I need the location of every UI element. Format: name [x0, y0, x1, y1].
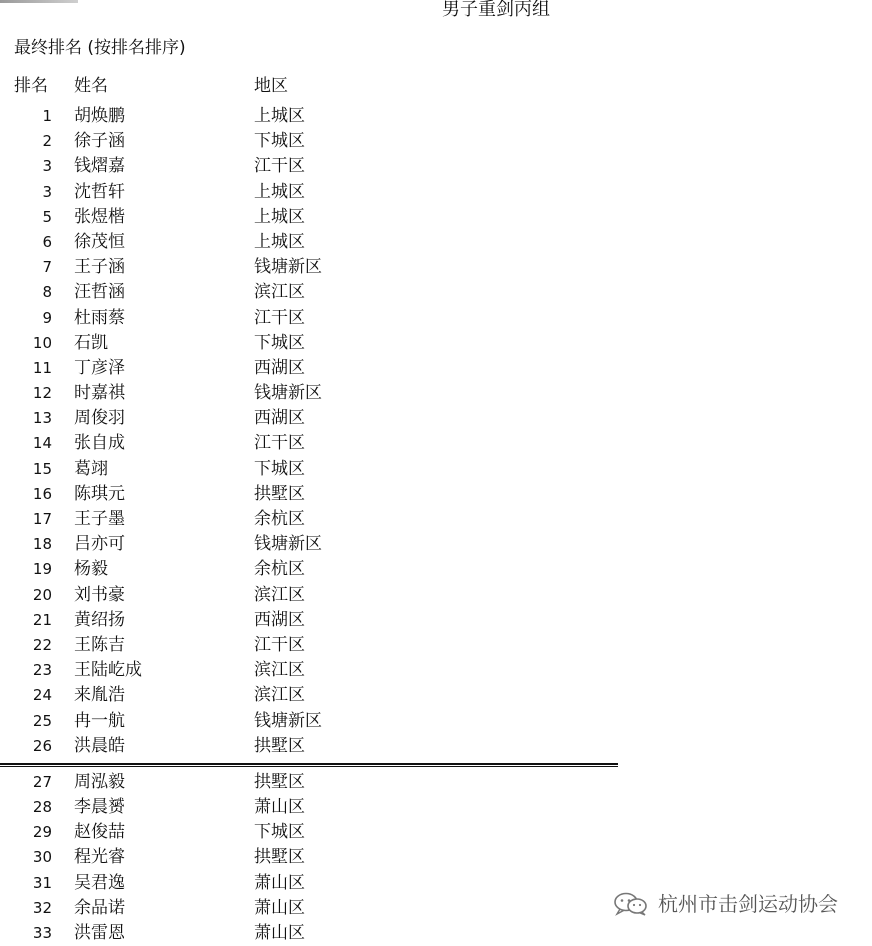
table-row	[0, 658, 640, 683]
area-cell: 西湖区	[254, 357, 305, 378]
ranking-table	[0, 104, 640, 946]
name-cell: 赵俊喆	[74, 822, 125, 843]
rank-cell: 14	[32, 434, 52, 453]
rank-cell: 10	[32, 333, 52, 352]
rank-cell: 26	[32, 736, 52, 755]
name-cell: 李晨赟	[74, 797, 125, 818]
name-cell: 胡焕鹏	[74, 106, 125, 126]
column-header-name: 姓名	[74, 76, 108, 96]
name-cell: 汪哲涵	[74, 282, 125, 303]
table-row	[0, 608, 640, 633]
area-cell: 滨江区	[254, 584, 305, 605]
area-cell: 滨江区	[254, 282, 305, 303]
name-cell: 葛翊	[74, 458, 108, 479]
name-cell: 周泓毅	[74, 771, 125, 792]
name-cell: 余品诺	[74, 897, 125, 918]
rank-cell: 20	[32, 585, 52, 604]
area-cell: 西湖区	[254, 408, 305, 429]
name-cell: 周俊羽	[74, 408, 125, 429]
name-cell: 徐子涵	[74, 131, 125, 152]
rank-cell: 15	[32, 459, 52, 478]
area-cell: 上城区	[254, 231, 305, 252]
area-cell: 滨江区	[254, 660, 305, 681]
name-cell: 王陆屹成	[74, 660, 142, 681]
table-row	[0, 507, 640, 532]
area-cell: 钱塘新区	[254, 383, 322, 404]
rank-cell: 13	[32, 409, 52, 428]
name-cell: 时嘉祺	[74, 383, 125, 404]
table-row	[0, 683, 640, 708]
name-cell: 丁彦泽	[74, 357, 125, 378]
rank-cell: 21	[32, 610, 52, 629]
area-cell: 钱塘新区	[254, 257, 322, 278]
area-cell: 下城区	[254, 822, 305, 843]
table-row	[0, 154, 640, 179]
area-cell: 滨江区	[254, 685, 305, 706]
table-row	[0, 709, 640, 734]
area-cell: 余杭区	[254, 509, 305, 529]
rank-cell: 16	[32, 484, 52, 503]
section-divider	[0, 763, 618, 767]
rank-cell: 23	[32, 661, 52, 680]
rank-cell: 12	[32, 384, 52, 403]
area-cell: 萧山区	[254, 897, 305, 918]
table-row	[0, 406, 640, 431]
name-cell: 冉一航	[74, 710, 125, 731]
area-cell: 拱墅区	[254, 735, 305, 756]
table-row	[0, 104, 640, 129]
table-row	[0, 331, 640, 356]
rank-cell: 30	[32, 848, 52, 867]
name-cell: 张煜楷	[74, 206, 125, 227]
area-cell: 拱墅区	[254, 771, 305, 792]
rank-cell: 22	[32, 635, 52, 654]
watermark-text: 杭州市击剑运动协会	[658, 892, 838, 916]
name-cell: 程光睿	[74, 847, 125, 868]
area-cell: 萧山区	[254, 797, 305, 818]
rank-cell: 27	[32, 772, 52, 791]
area-cell: 钱塘新区	[254, 534, 322, 555]
area-cell: 江干区	[254, 433, 305, 454]
cropped-header-fragment	[0, 0, 78, 3]
table-row	[0, 532, 640, 557]
table-row	[0, 795, 640, 820]
table-row	[0, 356, 640, 381]
table-row	[0, 129, 640, 154]
table-row	[0, 230, 640, 255]
name-cell: 王子涵	[74, 257, 125, 278]
table-row	[0, 306, 640, 331]
area-cell: 江干区	[254, 156, 305, 177]
column-header-rank: 排名	[14, 76, 48, 96]
name-cell: 沈哲轩	[74, 181, 125, 202]
table-row	[0, 820, 640, 845]
area-cell: 拱墅区	[254, 847, 305, 868]
name-cell: 陈琪元	[74, 483, 125, 504]
rank-cell: 6	[42, 232, 52, 251]
table-row	[0, 896, 640, 921]
table-row	[0, 845, 640, 870]
name-cell: 张自成	[74, 433, 125, 454]
area-cell: 拱墅区	[254, 483, 305, 504]
name-cell: 杨毅	[74, 559, 108, 580]
table-row	[0, 457, 640, 482]
rank-cell: 25	[32, 711, 52, 730]
rank-cell: 8	[42, 283, 52, 302]
table-row	[0, 871, 640, 896]
table-row	[0, 633, 640, 658]
table-row	[0, 557, 640, 582]
column-header-area: 地区	[254, 76, 288, 96]
ranking-subtitle: 最终排名 (按排名排序)	[14, 38, 186, 58]
name-cell: 吴君逸	[74, 872, 125, 893]
rank-cell: 31	[32, 873, 52, 892]
table-row	[0, 180, 640, 205]
rank-cell: 32	[32, 898, 52, 917]
area-cell: 上城区	[254, 206, 305, 227]
name-cell: 洪晨皓	[74, 735, 125, 756]
area-cell: 上城区	[254, 181, 305, 202]
rank-cell: 1	[42, 107, 52, 125]
name-cell: 王子墨	[74, 509, 125, 529]
table-row	[0, 770, 640, 795]
rank-cell: 3	[42, 182, 52, 201]
name-cell: 徐茂恒	[74, 231, 125, 252]
rank-cell: 18	[32, 535, 52, 554]
rank-cell: 2	[42, 132, 52, 151]
rank-cell: 3	[42, 157, 52, 176]
rank-cell: 19	[32, 560, 52, 579]
name-cell: 石凯	[74, 332, 108, 353]
rank-cell: 7	[42, 258, 52, 277]
area-cell: 江干区	[254, 307, 305, 328]
name-cell: 杜雨蔡	[74, 307, 125, 328]
rank-cell: 17	[32, 510, 52, 528]
table-row	[0, 280, 640, 305]
area-cell: 钱塘新区	[254, 710, 322, 731]
area-cell: 江干区	[254, 634, 305, 655]
area-cell: 萧山区	[254, 923, 305, 943]
rank-cell: 33	[32, 924, 52, 942]
table-row	[0, 255, 640, 280]
rank-cell: 11	[32, 358, 52, 377]
area-cell: 下城区	[254, 458, 305, 479]
rank-cell: 24	[32, 686, 52, 705]
area-cell: 余杭区	[254, 559, 305, 580]
name-cell: 来胤浩	[74, 685, 125, 706]
name-cell: 黄绍扬	[74, 609, 125, 630]
table-row	[0, 431, 640, 456]
rank-cell: 29	[32, 823, 52, 842]
area-cell: 西湖区	[254, 609, 305, 630]
wechat-icon	[612, 892, 650, 916]
area-cell: 萧山区	[254, 872, 305, 893]
table-row	[0, 482, 640, 507]
table-row	[0, 921, 640, 946]
table-row	[0, 205, 640, 230]
table-row	[0, 583, 640, 608]
page-title: 男子重剑丙组	[442, 0, 550, 20]
table-row	[0, 381, 640, 406]
name-cell: 洪雷恩	[74, 923, 125, 943]
rank-cell: 28	[32, 798, 52, 817]
area-cell: 下城区	[254, 332, 305, 353]
table-row	[0, 734, 640, 759]
name-cell: 王陈吉	[74, 634, 125, 655]
rank-cell: 5	[42, 207, 52, 226]
rank-cell: 9	[42, 308, 52, 327]
area-cell: 下城区	[254, 131, 305, 152]
name-cell: 刘书豪	[74, 584, 125, 605]
name-cell: 吕亦可	[74, 534, 125, 555]
name-cell: 钱熠嘉	[74, 156, 125, 177]
area-cell: 上城区	[254, 106, 305, 126]
watermark	[612, 890, 838, 918]
